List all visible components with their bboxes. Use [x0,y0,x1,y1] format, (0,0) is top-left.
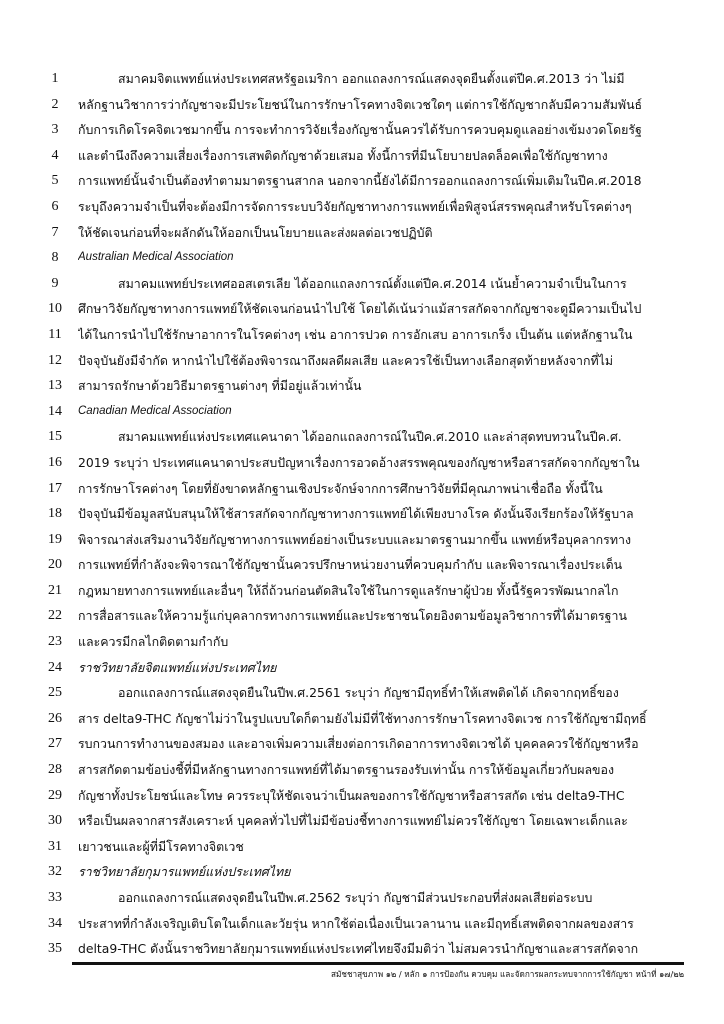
text-line [0,92,724,118]
text-line [0,757,724,783]
text-line [0,731,724,757]
line-text: กฎหมายทางการแพทย์และอื่นๆ ให้ถี่ถ้วนก่อนตัดสินใจใช้ในการดูแลรักษาผู้ป่วย ทั้งนี้รัฐควรพัฒนากลไก [78,582,619,598]
line-number: 19 [48,531,62,547]
line-number: 12 [48,352,62,368]
line-text: ออกแถลงการณ์แสดงจุดยืนในปีพ.ศ.2562 ระบุว่า กัญชามีส่วนประกอบที่ส่งผลเสียต่อระบบ [118,890,593,905]
line-text: การรักษาโรคต่างๆ โดยที่ยังขาดหลักฐานเชิงประจักษ์จากการศึกษาวิจัยที่มีคุณภาพน่าเชื่อถือ ทั้งนี้ใน [78,480,603,496]
line-number: 4 [51,147,59,163]
line-text: การสื่อสารและให้ความรู้แก่บุคลากรทางการแพทย์และประชาชนโดยอิงตามข้อมูลวิชาการที่ได้มาตรฐาน [78,608,627,624]
text-line [0,450,724,476]
text-line [0,424,724,450]
line-text: กัญชาทั้งประโยชน์และโทษ ควรระบุให้ชัดเจนว่าเป็นผลของการใช้กัญชาหรือสารสกัด เช่น delta9-THC [78,787,625,803]
text-line [0,322,724,348]
line-number: 26 [48,710,62,726]
text-line [0,373,724,399]
text-line [0,296,724,322]
line-text: พิจารณาส่งเสริมงานวิจัยกัญชาทางการแพทย์อย่างเป็นระบบและมาตรฐานมากขึ้น แพทย์หรือบุคลากรทาง [78,531,632,547]
text-line [0,348,724,374]
line-text: หลักฐานวิชาการว่ากัญชาจะมีประโยชน์ในการรักษาโรคทางจิตเวชใดๆ แต่การใช้กัญชากลับมีความสัมพันธ์ [78,96,643,112]
text-line [0,220,724,246]
line-text: เยาวชนและผู้ที่มีโรคทางจิตเวช [78,838,244,854]
line-number: 20 [48,557,62,573]
line-number: 11 [48,326,62,342]
line-text: สาร delta9-THC กัญชาไม่ว่าในรูปแบบใดก็ตามยังไม่มีที่ใช้ทางการรักษาโรคทางจิตเวช การใช้กัญชามีฤทธิ์ [78,710,647,726]
line-number: 13 [48,378,62,394]
text-line [0,578,724,604]
text-line [0,808,724,834]
text-line [0,706,724,732]
line-number: 23 [48,634,62,650]
text-line [0,603,724,629]
line-number: 10 [48,301,62,317]
line-text: ระบุถึงความจำเป็นที่จะต้องมีการจัดการระบบวิจัยกัญชาทางการแพทย์เพื่อพิสูจน์สรรพคุณสำหรับโรคต่างๆ [78,198,632,214]
line-number: 31 [48,838,62,854]
line-number: 25 [48,685,62,701]
line-number: 7 [51,224,59,240]
line-text: ออกแถลงการณ์แสดงจุดยืนในปีพ.ศ.2561 ระบุว่า กัญชามีฤทธิ์ทำให้เสพติดได้ เกิดจากฤทธิ์ของ [118,685,619,701]
line-number: 1 [51,71,59,86]
section-heading: ราชวิทยาลัยจิตแพทย์แห่งประเทศไทย [78,659,277,675]
text-line [0,245,724,271]
line-text: หรือเป็นผลจากสารสังเคราะห์ บุคคลทั่วไปที่ไม่มีข้อบ่งชี้ทางการแพทย์ไม่ควรใช้กัญชา โดยเฉพาะเด็กและ [78,813,628,829]
line-number: 21 [48,582,62,598]
line-text: สมาคมแพทย์ประเทศออสเตรเลีย ได้ออกแถลงการณ์ตั้งแต่ปีค.ศ.2014 เน้นย้ำความจำเป็นในการ [118,275,627,291]
text-line [0,168,724,194]
line-number: 33 [48,890,62,905]
line-text: ได้ในการนำไปใช้รักษาอาการในโรคต่างๆ เช่น อาการปวด การอักเสบ อาการเกร็ง เป็นต้น แต่หลักฐานใน [78,326,633,342]
line-text: สามารถรักษาด้วยวิธีมาตรฐานต่างๆ ที่มีอยู่แล้วเท่านั้น [78,378,362,394]
text-line [0,117,724,143]
line-number: 5 [51,173,59,189]
line-number: 8 [51,250,59,266]
line-number: 17 [48,480,62,496]
line-text: สมาคมจิตแพทย์แห่งประเทศสหรัฐอเมริกา ออกแถลงการณ์แสดงจุดยืนตั้งแต่ปีค.ศ.2013 ว่า ไม่มี [118,71,625,86]
text-line [0,501,724,527]
line-text: ปัจจุบันมีข้อมูลสนับสนุนให้ใช้สารสกัดจากกัญชาทางการแพทย์ได้เพียงบางโรค ดังนั้นจึงเรียกร้องให้รัฐบาล [78,506,634,522]
line-number: 14 [48,403,62,419]
section-heading: ราชวิทยาลัยกุมารแพทย์แห่งประเทศไทย [78,864,291,880]
line-number: 32 [48,864,62,880]
line-number: 22 [48,608,62,624]
line-number: 15 [48,429,62,445]
line-number: 9 [51,275,59,291]
text-line [0,859,724,885]
line-text: การแพทย์ที่กำลังจะพิจารณาใช้กัญชานั้นควรปรึกษาหน่วยงานที่ควบคุมกำกับ และพิจารณาเรื่องประเด็น [78,557,623,573]
line-text: delta9-THC ดังนั้นราชวิทยาลัยกุมารแพทย์แห่งประเทศไทยจึงมีมติว่า ไม่สมควรนำกัญชาและสารสกัดจาก [78,941,639,957]
document-body [0,66,724,962]
section-heading: Canadian Medical Association [78,404,232,417]
line-text: การแพทย์นั้นจำเป็นต้องทำตามมาตรฐานสากล นอกจากนี้ยังได้มีการออกแถลงการณ์เพิ่มเติมในปีค.ศ.2018 [78,173,642,189]
text-line [0,399,724,425]
text-line [0,655,724,681]
line-text: สมาคมแพทย์แห่งประเทศแคนาดา ได้ออกแถลงการณ์ในปีค.ศ.2010 และล่าสุดทบทวนในปีค.ศ. [118,429,622,445]
line-number: 27 [48,736,62,752]
line-text: ให้ชัดเจนก่อนที่จะผลักดันให้ออกเป็นนโยบายและส่งผลต่อเวชปฏิบัติ [78,224,433,240]
line-text: ปัจจุบันยังมีจำกัด หากนำไปใช้ต้องพิจารณาถึงผลดีผลเสีย และควรใช้เป็นทางเลือกสุดท้ายหลังจากที่ไม่ [78,352,614,368]
line-text: และควรมีกลไกติดตามกำกับ [78,634,229,650]
text-line [0,911,724,937]
text-line [0,783,724,809]
line-number: 2 [51,96,59,112]
line-number: 35 [48,941,62,957]
text-line [0,194,724,220]
line-text: สารสกัดตามข้อบ่งชี้ที่มีหลักฐานทางการแพทย์ที่ได้มาตรฐานรองรับเท่านั้น การให้ข้อมูลเกี่ยวกับผลของ [78,762,615,778]
line-number: 18 [48,506,62,522]
line-number: 29 [48,787,62,803]
line-text: ประสาทที่กำลังเจริญเติบโตในเด็กและวัยรุ่น หากใช้ต่อเนื่องเป็นเวลานาน และมีฤทธิ์เสพติดจากผลของสาร [78,915,634,931]
line-number: 28 [48,762,62,778]
line-text: ศึกษาวิจัยกัญชาทางการแพทย์ให้ชัดเจนก่อนนำไปใช้ โดยได้เน้นว่าแม้สารสกัดจากกัญชาจะดูมีความเป็นไป [78,301,642,317]
line-number: 34 [48,915,62,931]
section-heading: Australian Medical Association [78,251,234,264]
text-line [0,936,724,962]
line-text: รบกวนการทำงานของสมอง และอาจเพิ่มความเสี่ยงต่อการเกิดอาการทางจิตเวชได้ บุคคลควรใช้กัญชาหรือ [78,736,639,752]
line-text: 2019 ระบุว่า ประเทศแคนาดาประสบปัญหาเรื่องการอวดอ้างสรรพคุณของกัญชาหรือสารสกัดจากกัญชาใน [78,454,640,470]
line-number: 30 [48,813,62,829]
text-line [0,271,724,297]
page-footer: สมัชชาสุขภาพ ๑๒ / หลัก ๑ การป้องกัน ควบคุม และจัดการผลกระทบจากการใช้กัญชา หน้าที่ ๑๗/๒๒ [331,969,684,979]
text-line [0,834,724,860]
line-number: 24 [48,659,62,675]
text-line [0,66,724,92]
text-line [0,680,724,706]
text-line [0,629,724,655]
footer-divider [72,962,684,965]
text-line [0,143,724,169]
line-number: 6 [51,198,59,214]
text-line [0,476,724,502]
line-number: 3 [51,122,59,138]
text-line [0,885,724,911]
text-line [0,527,724,553]
line-text: และตำนึงถึงความเสี่ยงเรื่องการเสพติดกัญชาด้วยเสมอ ทั้งนี้การที่มีนโยบายปลดล็อคเพื่อใช้กัญชาทาง [78,147,608,163]
text-line [0,552,724,578]
line-number: 16 [48,454,62,470]
line-text: กับการเกิดโรคจิตเวชมากขึ้น การจะทำการวิจัยเรื่องกัญชานั้นควรได้รับการควบคุมดูแลอย่างเข้มงวดโดยรัฐ [78,122,642,138]
